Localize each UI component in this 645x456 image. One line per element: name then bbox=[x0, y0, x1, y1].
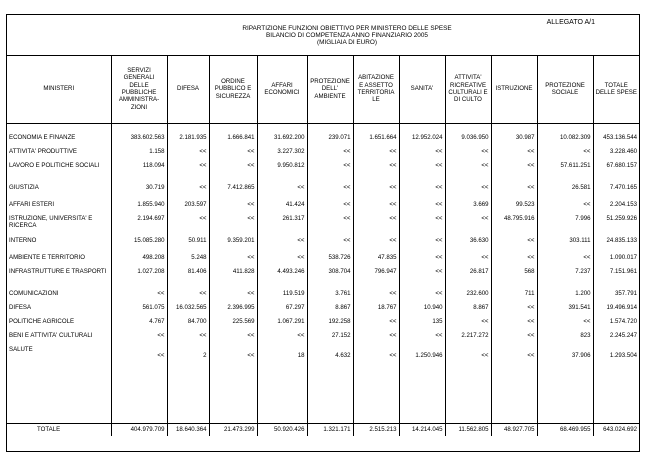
report-sheet bbox=[6, 14, 640, 452]
table-row bbox=[7, 162, 639, 184]
table-cell: 2.194.697 bbox=[111, 215, 167, 237]
table-cell: 18.767 bbox=[353, 304, 399, 318]
total-row bbox=[7, 424, 639, 437]
table-cell: << bbox=[399, 148, 445, 162]
spacer-cell bbox=[307, 124, 353, 135]
table-cell: << bbox=[399, 184, 445, 201]
table-cell: 2.396.995 bbox=[209, 304, 257, 318]
table-cell: 9.036.950 bbox=[445, 134, 491, 148]
table-body bbox=[7, 124, 639, 437]
table-cell: << bbox=[491, 148, 537, 162]
table-row bbox=[7, 184, 639, 201]
table-cell: << bbox=[491, 162, 537, 184]
col-header: DIFESA bbox=[167, 55, 209, 124]
ministry-name: ISTRUZIONE, UNIVERSITA' E RICERCA bbox=[9, 215, 93, 230]
table-cell: << bbox=[307, 201, 353, 215]
table-cell: 30.719 bbox=[111, 184, 167, 201]
table-cell: << bbox=[353, 184, 399, 201]
table-cell: 24.835.133 bbox=[593, 237, 639, 254]
table-cell: << bbox=[307, 162, 353, 184]
filler-cell bbox=[209, 366, 257, 424]
table-row bbox=[7, 148, 639, 162]
table-cell: 796.947 bbox=[353, 268, 399, 290]
table-cell: << bbox=[445, 148, 491, 162]
table-cell: << bbox=[209, 201, 257, 215]
ministry-name: INFRASTRUTTURE E TRASPORTI bbox=[9, 268, 107, 275]
table-cell: 135 bbox=[399, 318, 445, 332]
table-cell: << bbox=[491, 318, 537, 332]
total-cell: 1.321.171 bbox=[307, 424, 353, 437]
table-cell: 1.200 bbox=[537, 290, 593, 304]
report-title: RIPARTIZIONE FUNZIONI OBIETTIVO PER MINISTERO DELLE SPESE bbox=[242, 25, 452, 32]
ministry-name: AFFARI ESTERI bbox=[9, 201, 55, 208]
header-row bbox=[7, 55, 639, 124]
table-cell: 2.245.247 bbox=[593, 332, 639, 346]
table-cell: << bbox=[167, 184, 209, 201]
table-cell: 823 bbox=[537, 332, 593, 346]
total-cell: 50.920.426 bbox=[257, 424, 307, 437]
ministry-name: POLITICHE AGRICOLE bbox=[9, 318, 75, 325]
spacer-cell bbox=[167, 124, 209, 135]
total-cell: 14.214.045 bbox=[399, 424, 445, 437]
ministry-name: BENI E ATTIVITA' CULTURALI bbox=[9, 332, 93, 339]
table-cell: << bbox=[399, 201, 445, 215]
table-cell: 538.726 bbox=[307, 254, 353, 268]
table-cell: << bbox=[353, 237, 399, 254]
table-cell: << bbox=[209, 290, 257, 304]
ministry-name: GIUSTIZIA bbox=[9, 184, 39, 191]
table-cell: << bbox=[445, 318, 491, 332]
table-cell: << bbox=[209, 162, 257, 184]
table-cell: 119.519 bbox=[257, 290, 307, 304]
table-cell: 47.835 bbox=[353, 254, 399, 268]
table-cell: 308.704 bbox=[307, 268, 353, 290]
table-cell: << bbox=[399, 237, 445, 254]
table-cell: 1.293.504 bbox=[593, 346, 639, 366]
title-block bbox=[7, 15, 639, 56]
table-cell: << bbox=[257, 254, 307, 268]
table-cell: 67.680.157 bbox=[593, 162, 639, 184]
table-cell: << bbox=[491, 254, 537, 268]
table-cell: << bbox=[445, 215, 491, 237]
total-cell: 21.473.299 bbox=[209, 424, 257, 437]
table-cell: 1.067.291 bbox=[257, 318, 307, 332]
table-cell: 203.597 bbox=[167, 201, 209, 215]
filler-cell bbox=[593, 366, 639, 424]
table-row bbox=[7, 346, 639, 366]
table-cell: << bbox=[307, 215, 353, 237]
total-cell: 18.640.364 bbox=[167, 424, 209, 437]
table-cell: 30.987 bbox=[491, 134, 537, 148]
table-cell: 498.208 bbox=[111, 254, 167, 268]
table-cell: 1.027.208 bbox=[111, 268, 167, 290]
ministry-name: INTERNO bbox=[9, 237, 37, 244]
ministry-name: DIFESA bbox=[9, 304, 32, 311]
table-row bbox=[7, 201, 639, 215]
table-cell: 2.217.272 bbox=[445, 332, 491, 346]
table-cell: 4.493.246 bbox=[257, 268, 307, 290]
filler-cell bbox=[307, 366, 353, 424]
table-row bbox=[7, 332, 639, 346]
col-header: ABITAZIONE E ASSETTO TERRITORIA LE bbox=[353, 55, 399, 124]
table-cell: << bbox=[491, 332, 537, 346]
report-units: (MIGLIAIA DI EURO) bbox=[316, 39, 377, 46]
table-cell: 51.259.926 bbox=[593, 215, 639, 237]
table-cell: 1.651.664 bbox=[353, 134, 399, 148]
spacer-cell bbox=[257, 124, 307, 135]
table-cell: 3.227.302 bbox=[257, 148, 307, 162]
table-cell: << bbox=[445, 254, 491, 268]
table-cell: << bbox=[491, 184, 537, 201]
table-cell: << bbox=[167, 215, 209, 237]
table-cell: << bbox=[257, 332, 307, 346]
table-cell: 2.204.153 bbox=[593, 201, 639, 215]
table-cell: 391.541 bbox=[537, 304, 593, 318]
total-cell: 11.562.805 bbox=[445, 424, 491, 437]
table-cell: << bbox=[399, 215, 445, 237]
table-cell: 118.094 bbox=[111, 162, 167, 184]
table-cell: 453.136.544 bbox=[593, 134, 639, 148]
table-cell: << bbox=[491, 346, 537, 366]
table-cell: 7.470.165 bbox=[593, 184, 639, 201]
table-cell: 10.082.309 bbox=[537, 134, 593, 148]
table-cell: 8.867 bbox=[445, 304, 491, 318]
table-cell: << bbox=[209, 215, 257, 237]
table-cell: << bbox=[399, 162, 445, 184]
col-header: SANITA' bbox=[399, 55, 445, 124]
col-header: SERVIZI GENERALI DELLE PUBBLICHE AMMINISTRA-ZIONI bbox=[111, 55, 167, 124]
table-cell: 57.611.251 bbox=[537, 162, 593, 184]
table-cell: << bbox=[491, 304, 537, 318]
spacer-cell bbox=[491, 124, 537, 135]
table-cell: << bbox=[111, 332, 167, 346]
filler-cell bbox=[7, 366, 111, 424]
table-cell: << bbox=[307, 237, 353, 254]
table-cell: 12.952.024 bbox=[399, 134, 445, 148]
table-cell: 711 bbox=[491, 290, 537, 304]
table-cell: 27.152 bbox=[307, 332, 353, 346]
table-cell: 1.666.841 bbox=[209, 134, 257, 148]
table-cell: << bbox=[537, 201, 593, 215]
ministry-name: LAVORO E POLITICHE SOCIALI bbox=[9, 162, 100, 169]
total-cell: 68.469.955 bbox=[537, 424, 593, 437]
table-row bbox=[7, 215, 639, 237]
table-cell: 50.911 bbox=[167, 237, 209, 254]
table-cell: 99.523 bbox=[491, 201, 537, 215]
table-cell: 19.496.914 bbox=[593, 304, 639, 318]
table-cell: 3.669 bbox=[445, 201, 491, 215]
table-cell: << bbox=[399, 254, 445, 268]
table-cell: 561.075 bbox=[111, 304, 167, 318]
table-cell: 31.692.200 bbox=[257, 134, 307, 148]
col-header: ISTRUZIONE bbox=[491, 55, 537, 124]
table-cell: << bbox=[537, 148, 593, 162]
table-cell: 7.996 bbox=[537, 215, 593, 237]
table-cell: << bbox=[445, 162, 491, 184]
spacer-cell bbox=[353, 124, 399, 135]
table-cell: << bbox=[209, 254, 257, 268]
table-cell: 1.158 bbox=[111, 148, 167, 162]
table-cell: 2.181.935 bbox=[167, 134, 209, 148]
col-header: TOTALE DELLE SPESE bbox=[593, 55, 639, 124]
table-cell: << bbox=[257, 237, 307, 254]
spacer-row bbox=[7, 124, 639, 135]
table-cell: << bbox=[257, 184, 307, 201]
table-cell: 7.412.865 bbox=[209, 184, 257, 201]
table-cell: 1.090.017 bbox=[593, 254, 639, 268]
table-cell: 4.767 bbox=[111, 318, 167, 332]
filler-cell bbox=[353, 366, 399, 424]
table-cell: << bbox=[167, 148, 209, 162]
table-cell: 303.111 bbox=[537, 237, 593, 254]
table-cell: 1.250.946 bbox=[399, 346, 445, 366]
table-cell: << bbox=[353, 318, 399, 332]
total-cell: 48.927.705 bbox=[491, 424, 537, 437]
col-header: ATTIVITA' RICREATIVE CULTURALI E DI CULTO bbox=[445, 55, 491, 124]
col-header: ORDINE PUBBLICO E SICUREZZA bbox=[209, 55, 257, 124]
table-cell: << bbox=[353, 201, 399, 215]
table-cell: 261.317 bbox=[257, 215, 307, 237]
spacer-cell bbox=[7, 124, 111, 135]
table-cell: << bbox=[209, 332, 257, 346]
col-header: PROTEZIONE DELL' AMBIENTE bbox=[307, 55, 353, 124]
col-header: MINISTERI bbox=[7, 55, 111, 124]
table-cell: 192.258 bbox=[307, 318, 353, 332]
attachment-label: ALLEGATO A/1 bbox=[546, 19, 595, 26]
table-cell: 8.867 bbox=[307, 304, 353, 318]
expenditure-table bbox=[7, 55, 639, 436]
filler-cell bbox=[537, 366, 593, 424]
table-cell: 26.817 bbox=[445, 268, 491, 290]
table-cell: 67.297 bbox=[257, 304, 307, 318]
table-cell: << bbox=[491, 237, 537, 254]
table-cell: << bbox=[399, 290, 445, 304]
table-cell: 225.569 bbox=[209, 318, 257, 332]
spacer-cell bbox=[445, 124, 491, 135]
total-label: TOTALE bbox=[7, 424, 111, 437]
table-cell: << bbox=[167, 332, 209, 346]
table-cell: 26.581 bbox=[537, 184, 593, 201]
spacer-cell bbox=[399, 124, 445, 135]
ministry-name: AMBIENTE E TERRITORIO bbox=[9, 254, 85, 261]
report-subtitle: BILANCIO DI COMPETENZA ANNO FINANZIARIO 2005 bbox=[266, 32, 428, 39]
table-cell: 41.424 bbox=[257, 201, 307, 215]
ministry-name: ATTIVITA' PRODUTTIVE bbox=[9, 148, 77, 155]
table-row bbox=[7, 254, 639, 268]
table-cell: << bbox=[307, 148, 353, 162]
table-cell: << bbox=[167, 290, 209, 304]
table-cell: 2 bbox=[167, 346, 209, 366]
table-cell: 383.602.563 bbox=[111, 134, 167, 148]
table-cell: 48.795.916 bbox=[491, 215, 537, 237]
spacer-cell bbox=[593, 124, 639, 135]
table-cell: 5.248 bbox=[167, 254, 209, 268]
filler-cell bbox=[399, 366, 445, 424]
filler-cell bbox=[167, 366, 209, 424]
table-cell: 81.406 bbox=[167, 268, 209, 290]
spacer-cell bbox=[537, 124, 593, 135]
spacer-cell bbox=[209, 124, 257, 135]
table-cell: 7.151.961 bbox=[593, 268, 639, 290]
table-cell: 239.071 bbox=[307, 134, 353, 148]
table-cell: 7.237 bbox=[537, 268, 593, 290]
table-cell: << bbox=[399, 268, 445, 290]
table-cell: << bbox=[445, 346, 491, 366]
ministry-name: COMUNICAZIONI bbox=[9, 290, 59, 297]
table-cell: << bbox=[209, 148, 257, 162]
total-cell: 643.024.692 bbox=[593, 424, 639, 437]
table-cell: << bbox=[537, 254, 593, 268]
table-row bbox=[7, 134, 639, 148]
table-cell: 1.574.720 bbox=[593, 318, 639, 332]
filler-cell bbox=[491, 366, 537, 424]
table-row bbox=[7, 290, 639, 304]
total-cell: 2.515.213 bbox=[353, 424, 399, 437]
table-cell: 9.359.201 bbox=[209, 237, 257, 254]
filler-cell bbox=[111, 366, 167, 424]
table-cell: 3.761 bbox=[307, 290, 353, 304]
table-cell: << bbox=[353, 346, 399, 366]
table-row bbox=[7, 318, 639, 332]
col-header: AFFARI ECONOMICI bbox=[257, 55, 307, 124]
table-cell: 10.940 bbox=[399, 304, 445, 318]
table-cell: 37.906 bbox=[537, 346, 593, 366]
table-cell: << bbox=[167, 162, 209, 184]
table-cell: << bbox=[399, 332, 445, 346]
table-cell: << bbox=[353, 290, 399, 304]
table-cell: 18 bbox=[257, 346, 307, 366]
table-cell: << bbox=[307, 184, 353, 201]
table-cell: << bbox=[111, 346, 167, 366]
table-cell: 3.228.460 bbox=[593, 148, 639, 162]
table-cell: << bbox=[111, 290, 167, 304]
table-row bbox=[7, 304, 639, 318]
table-cell: 84.700 bbox=[167, 318, 209, 332]
table-cell: 232.600 bbox=[445, 290, 491, 304]
table-cell: 36.630 bbox=[445, 237, 491, 254]
table-cell: << bbox=[209, 346, 257, 366]
table-cell: 1.855.940 bbox=[111, 201, 167, 215]
table-cell: << bbox=[537, 318, 593, 332]
filler-cell bbox=[445, 366, 491, 424]
spacer-cell bbox=[111, 124, 167, 135]
table-cell: 4.632 bbox=[307, 346, 353, 366]
table-cell: 9.950.812 bbox=[257, 162, 307, 184]
table-cell: << bbox=[353, 162, 399, 184]
table-cell: 15.085.280 bbox=[111, 237, 167, 254]
ministry-name: ECONOMIA E FINANZE bbox=[9, 134, 76, 141]
total-cell: 404.979.709 bbox=[111, 424, 167, 437]
ministry-name: SALUTE bbox=[9, 346, 33, 353]
table-cell: << bbox=[353, 215, 399, 237]
table-row bbox=[7, 237, 639, 254]
table-cell: 357.791 bbox=[593, 290, 639, 304]
table-row bbox=[7, 268, 639, 290]
filler-row bbox=[7, 366, 639, 424]
table-cell: << bbox=[353, 332, 399, 346]
table-cell: << bbox=[445, 184, 491, 201]
table-cell: 568 bbox=[491, 268, 537, 290]
filler-cell bbox=[257, 366, 307, 424]
table-cell: 16.032.565 bbox=[167, 304, 209, 318]
table-cell: 411.828 bbox=[209, 268, 257, 290]
table-cell: << bbox=[353, 148, 399, 162]
col-header: PROTEZIONE SOCIALE bbox=[537, 55, 593, 124]
